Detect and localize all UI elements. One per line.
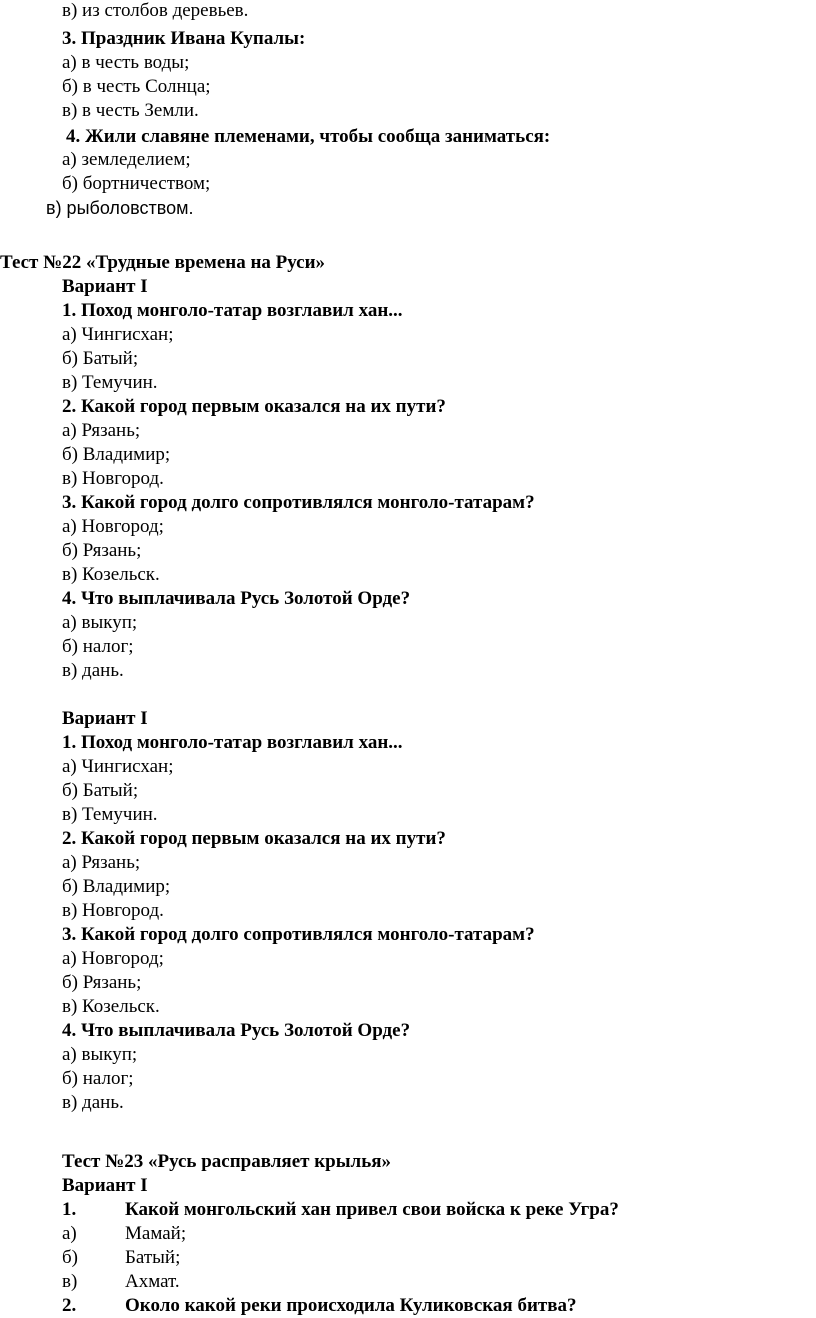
question-4-heading: 4. Жили славяне племенами, чтобы сообща заниматься: [66,126,551,147]
option-line: б) Рязань; [62,972,142,993]
option-line: а) выкуп; [62,1044,138,1065]
option-letter: б) [62,1247,78,1268]
question-heading: 3. Какой город долго сопротивлялся монголо-татарам? [62,492,535,513]
test-22-title: Тест №22 «Трудные времена на Руси» [0,252,326,273]
question-number: 2. [62,1295,77,1316]
option-line: а) выкуп; [62,612,138,633]
option-line: в) дань. [62,1092,124,1113]
option-line: а) Новгород; [62,948,164,969]
option-line: а) Чингисхан; [62,756,174,777]
question-heading: Около какой реки происходила Куликовская битва? [125,1295,577,1316]
option-line: в) Темучин. [62,372,158,393]
option-text: Мамай; [125,1223,187,1244]
option-line: в) Темучин. [62,804,158,825]
option-line: б) налог; [62,636,134,657]
option-line: б) Владимир; [62,876,171,897]
option-line: б) бортничеством; [62,173,211,194]
option-line: а) Чингисхан; [62,324,174,345]
question-3-heading: 3. Праздник Ивана Купалы: [62,28,306,49]
option-line: в) в честь Земли. [62,100,199,121]
option-line: а) земледелием; [62,149,191,170]
option-line: в) Козельск. [62,564,160,585]
question-heading: 2. Какой город первым оказался на их пути? [62,396,446,417]
option-line: в) рыболовством. [46,198,194,218]
question-heading: 4. Что выплачивала Русь Золотой Орде? [62,1020,411,1041]
variant-heading: Вариант I [62,276,148,297]
question-heading: Какой монгольский хан привел свои войска к реке Угра? [125,1199,619,1220]
option-line: а) в честь воды; [62,52,190,73]
question-heading: 2. Какой город первым оказался на их пути? [62,828,446,849]
test-23-title: Тест №23 «Русь расправляет крылья» [62,1151,392,1172]
question-number: 1. [62,1199,77,1220]
variant-heading: Вариант I [62,708,148,729]
option-line: б) Батый; [62,780,139,801]
option-line: б) Рязань; [62,540,142,561]
option-text: Ахмат. [125,1271,180,1292]
option-line: в) Новгород. [62,900,164,921]
option-line: б) Владимир; [62,444,171,465]
option-line: а) Рязань; [62,852,141,873]
question-heading: 1. Поход монголо-татар возглавил хан... [62,300,403,321]
option-text: Батый; [125,1247,181,1268]
option-line: а) Рязань; [62,420,141,441]
option-line: б) в честь Солнца; [62,76,211,97]
option-line: б) Батый; [62,348,139,369]
option-letter: а) [62,1223,77,1244]
option-line: в) Новгород. [62,468,164,489]
variant-heading: Вариант I [62,1175,148,1196]
question-heading: 3. Какой город долго сопротивлялся монголо-татарам? [62,924,535,945]
option-line: в) из столбов деревьев. [62,0,249,21]
option-line: в) дань. [62,660,124,681]
option-line: б) налог; [62,1068,134,1089]
question-heading: 1. Поход монголо-татар возглавил хан... [62,732,403,753]
option-letter: в) [62,1271,78,1292]
question-heading: 4. Что выплачивала Русь Золотой Орде? [62,588,411,609]
option-line: а) Новгород; [62,516,164,537]
option-line: в) Козельск. [62,996,160,1017]
